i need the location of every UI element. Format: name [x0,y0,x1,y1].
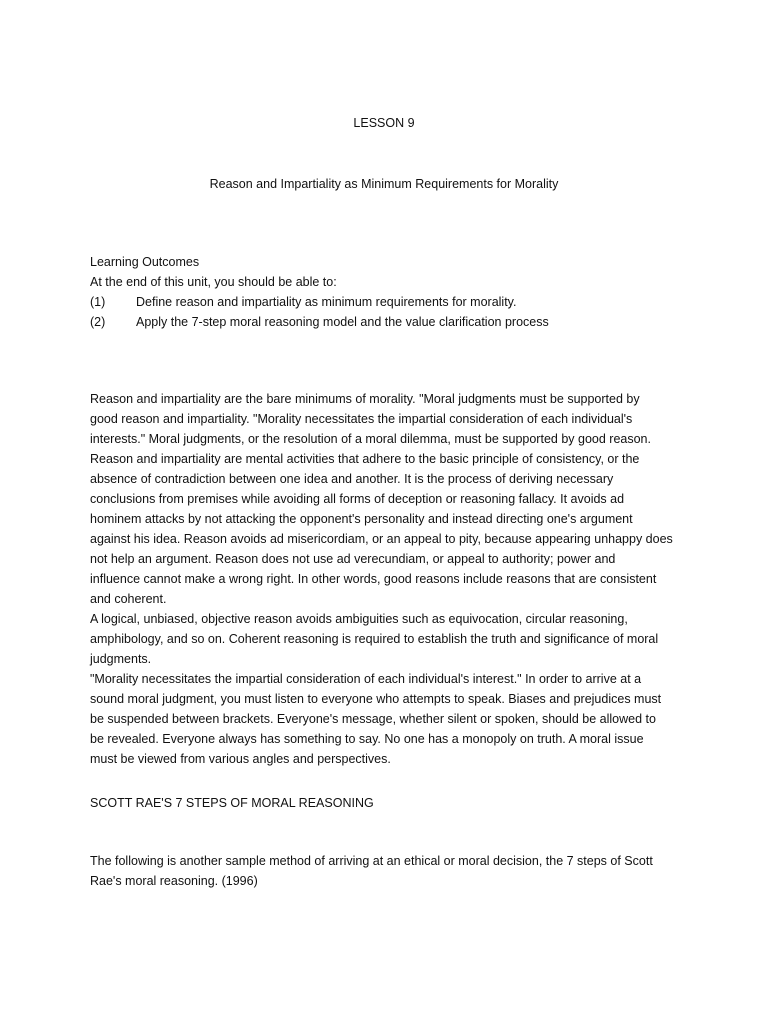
body-line: good reason and impartiality. "Morality necessitates the impartial consideration of each individual's [90,412,633,426]
body-line: and coherent. [90,592,167,606]
body-line: be revealed. Everyone always has something to say. No one has a monopoly on truth. A moral issue [90,732,644,746]
body-line: Reason and impartiality are the bare minimums of morality. "Moral judgments must be supported by [90,392,640,406]
body-line: sound moral judgment, you must listen to everyone who attempts to speak. Biases and prejudices must [90,692,662,706]
body-line: The following is another sample method of arriving at an ethical or moral decision, the 7 steps of Scott [90,854,653,868]
outcome-text: Define reason and impartiality as minimum requirements for morality. [136,295,517,309]
learning-outcomes-section [90,252,682,332]
body-paragraphs [90,389,682,769]
body-line: absence of contradiction between one idea and another. It is the process of deriving necessary [90,472,614,486]
body-line: amphibology, and so on. Coherent reasoning is required to establish the truth and significance of moral [90,632,659,646]
body-line: interests." Moral judgments, or the resolution of a moral dilemma, must be supported by good reason. [90,432,651,446]
section-heading: SCOTT RAE'S 7 STEPS OF MORAL REASONING [90,796,374,810]
outcome-text: Apply the 7-step moral reasoning model and the value clarification process [136,315,549,329]
outcome-item [90,292,682,312]
body-line: not help an argument. Reason does not use ad verecundiam, or appeal to authority; power and [90,552,616,566]
body-line: be suspended between brackets. Everyone's message, whether silent or spoken, should be allowed to [90,712,656,726]
final-paragraph [90,851,682,891]
lesson-title: LESSON 9 [353,116,415,130]
body-line: hominem attacks by not attacking the opponent's personality and instead directing one's argument [90,512,633,526]
outcome-number: (2) [90,315,106,329]
body-line: Reason and impartiality are mental activities that adhere to the basic principle of consistency, or the [90,452,640,466]
learning-outcomes-heading: Learning Outcomes [90,255,200,269]
learning-outcomes-intro: At the end of this unit, you should be able to: [90,275,337,289]
body-line: conclusions from premises while avoiding all forms of deception or reasoning fallacy. It avoids ad [90,492,625,506]
outcome-number: (1) [90,295,106,309]
body-line: must be viewed from various angles and perspectives. [90,752,391,766]
outcome-item [90,312,682,332]
body-line: Rae's moral reasoning. (1996) [90,874,258,888]
body-line: against his idea. Reason avoids ad misericordiam, or an appeal to pity, because appearing unhappy does [90,532,673,546]
body-line: A logical, unbiased, objective reason avoids ambiguities such as equivocation, circular reasoning, [90,612,628,626]
body-line: judgments. [90,652,152,666]
body-line: "Morality necessitates the impartial consideration of each individual's interest." In order to arrive at a [90,672,642,686]
lesson-subtitle: Reason and Impartiality as Minimum Requirements for Morality [209,177,559,191]
body-line: influence cannot make a wrong right. In other words, good reasons include reasons that are consistent [90,572,657,586]
